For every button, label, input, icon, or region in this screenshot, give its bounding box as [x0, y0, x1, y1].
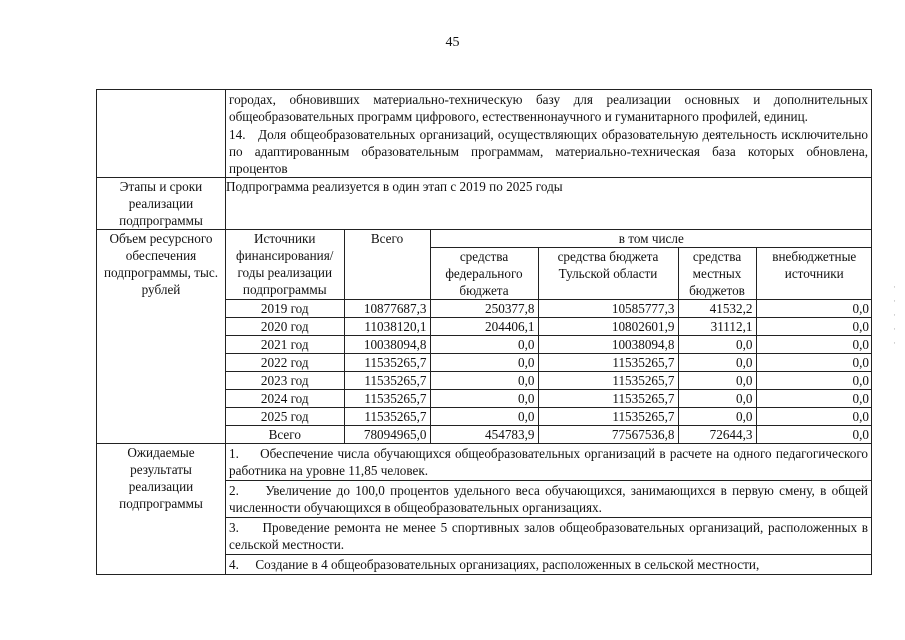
- offbudget-cell: 0,0: [756, 372, 872, 390]
- funding-table: [226, 230, 872, 443]
- regional-cell: 11535265,7: [538, 390, 678, 408]
- federal-cell: 204406,1: [430, 318, 538, 336]
- total-cell: 10877687,3: [344, 300, 430, 318]
- table-row: [226, 318, 872, 336]
- total-cell: 11535265,7: [344, 372, 430, 390]
- federal-cell: 0,0: [430, 390, 538, 408]
- local-cell: 72644,3: [678, 426, 756, 444]
- header-regional: средства бюджета Тульской области: [538, 248, 678, 300]
- result-item: 4. Создание в 4 общеобразовательных организациях, расположенных в сельской местности,: [229, 557, 760, 572]
- table-row: [226, 300, 872, 318]
- page-number: 45: [445, 35, 460, 50]
- stages-text: Подпрограмма реализуется в один этап с 2019 по 2025 годы: [226, 178, 872, 230]
- offbudget-cell: 0,0: [756, 300, 872, 318]
- regional-cell: 10038094,8: [538, 336, 678, 354]
- total-cell: 11535265,7: [344, 390, 430, 408]
- table-row: [226, 408, 872, 426]
- total-cell: 10038094,8: [344, 336, 430, 354]
- indicators-row: [97, 90, 872, 178]
- offbudget-cell: 0,0: [756, 318, 872, 336]
- year-cell: 2023 год: [226, 372, 344, 390]
- header-total: Всего: [344, 230, 430, 300]
- results-label: Ожидаемые результаты реализации подпрограммы: [97, 444, 226, 575]
- total-cell: 11535265,7: [344, 408, 430, 426]
- local-cell: 0,0: [678, 390, 756, 408]
- local-cell: 0,0: [678, 336, 756, 354]
- offbudget-cell: 0,0: [756, 354, 872, 372]
- offbudget-cell: 0,0: [756, 336, 872, 354]
- subprogram-passport-table: [96, 89, 872, 575]
- local-cell: 0,0: [678, 408, 756, 426]
- local-cell: 0,0: [678, 372, 756, 390]
- funding-label: Объем ресурсного обеспечения подпрограммы, тыс. рублей: [97, 230, 226, 444]
- regional-cell: 10585777,3: [538, 300, 678, 318]
- year-cell: 2020 год: [226, 318, 344, 336]
- header-federal: средства федерального бюджета: [430, 248, 538, 300]
- header-source: Источники финансирования/ годы реализации подпрограммы: [226, 230, 344, 300]
- header-including: в том числе: [430, 230, 872, 248]
- year-cell: 2019 год: [226, 300, 344, 318]
- results-row: [97, 444, 872, 575]
- regional-cell: 77567536,8: [538, 426, 678, 444]
- table-row: [226, 372, 872, 390]
- local-cell: 41532,2: [678, 300, 756, 318]
- indicator-text-continued: городах, обновивших материально-техническую базу для реализации основных и дополнительных общеобразовательных программ цифрового, естественнонаучного и гуманитарного профилей, единиц.: [229, 92, 868, 124]
- indicator-14: 14. Доля общеобразовательных организаций, осуществляющих образовательную деятельность исключительно по адаптированным образовательным программам, материально-техническая база которых обновлена, процентов: [229, 127, 868, 176]
- funding-row: [97, 230, 872, 444]
- local-cell: 31112,1: [678, 318, 756, 336]
- year-cell: 2025 год: [226, 408, 344, 426]
- offbudget-cell: 0,0: [756, 408, 872, 426]
- result-item: 1. Обеспечение числа обучающихся общеобразовательных организаций в расчете на одного педагогического работника на уровне 11,85 человек.: [226, 444, 871, 481]
- offbudget-cell: 0,0: [756, 426, 872, 444]
- regional-cell: 10802601,9: [538, 318, 678, 336]
- table-row: [226, 354, 872, 372]
- federal-cell: 0,0: [430, 336, 538, 354]
- stages-label: Этапы и сроки реализации подпрограммы: [97, 178, 226, 230]
- year-cell: 2024 год: [226, 390, 344, 408]
- federal-cell: 0,0: [430, 372, 538, 390]
- year-cell: 2022 год: [226, 354, 344, 372]
- header-offbudget: внебюджетные источники: [756, 248, 872, 300]
- indicators-label-cell: [97, 90, 226, 178]
- regional-cell: 11535265,7: [538, 408, 678, 426]
- federal-cell: 250377,8: [430, 300, 538, 318]
- federal-cell: 0,0: [430, 408, 538, 426]
- regional-cell: 11535265,7: [538, 372, 678, 390]
- header-local: средства местных бюджетов: [678, 248, 756, 300]
- results-cell: [226, 444, 872, 575]
- federal-cell: 0,0: [430, 354, 538, 372]
- local-cell: 0,0: [678, 354, 756, 372]
- year-cell: 2021 год: [226, 336, 344, 354]
- indicators-text-cell: [226, 90, 872, 178]
- stages-row: [97, 178, 872, 230]
- regional-cell: 11535265,7: [538, 354, 678, 372]
- result-item: 3. Проведение ремонта не менее 5 спортивных залов общеобразовательных организаций, расположенных в сельской местности.: [226, 518, 871, 555]
- funding-header-row-1: [226, 230, 872, 248]
- total-cell: 11535265,7: [344, 354, 430, 372]
- table-row: [226, 390, 872, 408]
- scan-marks: · · · · ·: [893, 282, 896, 348]
- table-row: [226, 336, 872, 354]
- total-cell: 11038120,1: [344, 318, 430, 336]
- result-item: 2. Увеличение до 100,0 процентов удельного веса обучающихся, занимающихся в первую смену, в общей численности обучающихся в общеобразовательных организациях.: [226, 481, 871, 518]
- funding-table-cell: [226, 230, 872, 444]
- table-row: [226, 426, 872, 444]
- federal-cell: 454783,9: [430, 426, 538, 444]
- total-cell: 78094965,0: [344, 426, 430, 444]
- offbudget-cell: 0,0: [756, 390, 872, 408]
- year-cell: Всего: [226, 426, 344, 444]
